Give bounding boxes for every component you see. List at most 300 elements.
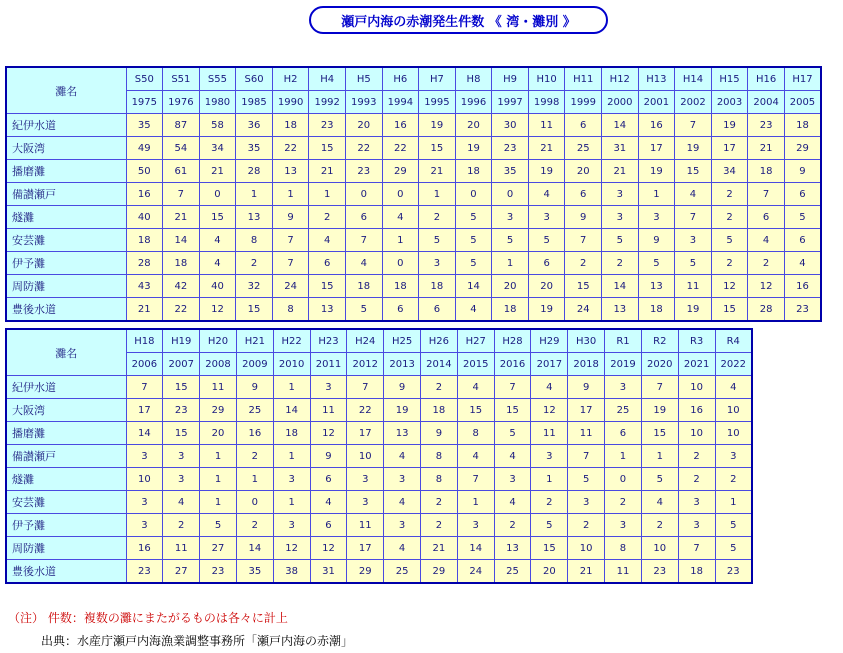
count-cell: 2 (711, 206, 748, 229)
count-cell: 13 (638, 275, 675, 298)
count-cell: 5 (715, 537, 752, 560)
count-cell: 9 (568, 376, 605, 399)
count-cell: 35 (236, 137, 273, 160)
count-cell: 3 (163, 468, 200, 491)
count-cell: 17 (126, 399, 163, 422)
count-cell: 6 (605, 422, 642, 445)
year-header: 2007 (163, 353, 200, 376)
count-cell: 24 (272, 275, 309, 298)
region-name: 備讃瀬戸 (6, 445, 126, 468)
count-cell: 18 (163, 252, 200, 275)
count-cell: 2 (309, 206, 346, 229)
count-cell: 4 (310, 491, 347, 514)
count-cell: 22 (345, 137, 382, 160)
era-header: H6 (382, 67, 419, 91)
count-cell: 3 (715, 445, 752, 468)
count-cell: 21 (309, 160, 346, 183)
region-name: 大阪湾 (6, 399, 126, 422)
count-cell: 19 (711, 114, 748, 137)
count-cell: 15 (309, 275, 346, 298)
count-cell: 4 (748, 229, 785, 252)
count-cell: 25 (494, 560, 531, 584)
region-name: 豊後水道 (6, 560, 126, 584)
count-cell: 10 (126, 468, 163, 491)
count-cell: 13 (309, 298, 346, 322)
count-cell: 11 (675, 275, 712, 298)
count-cell: 2 (421, 514, 458, 537)
count-cell: 29 (200, 399, 237, 422)
era-header: H20 (200, 329, 237, 353)
table-row (6, 229, 821, 252)
count-cell: 23 (309, 114, 346, 137)
year-header: 1985 (236, 91, 273, 114)
count-cell: 4 (457, 445, 494, 468)
year-header: 1994 (382, 91, 419, 114)
count-cell: 27 (163, 560, 200, 584)
era-header: R1 (605, 329, 642, 353)
count-cell: 4 (531, 376, 568, 399)
count-cell: 18 (784, 114, 821, 137)
count-cell: 11 (163, 537, 200, 560)
count-cell: 50 (126, 160, 163, 183)
count-cell: 34 (199, 137, 236, 160)
count-cell: 7 (272, 252, 309, 275)
year-header: 2006 (126, 353, 163, 376)
count-cell: 17 (568, 399, 605, 422)
count-cell: 3 (347, 468, 384, 491)
count-cell: 12 (711, 275, 748, 298)
region-name: 伊予灘 (6, 252, 126, 275)
count-cell: 15 (675, 160, 712, 183)
count-cell: 8 (272, 298, 309, 322)
table-row (6, 491, 752, 514)
count-cell: 16 (678, 399, 715, 422)
year-header: 2011 (310, 353, 347, 376)
year-header: 1975 (126, 91, 163, 114)
year-header: 2005 (784, 91, 821, 114)
count-cell: 7 (494, 376, 531, 399)
count-cell: 24 (565, 298, 602, 322)
count-cell: 29 (347, 560, 384, 584)
era-header: H9 (492, 67, 529, 91)
table-row (6, 422, 752, 445)
count-cell: 18 (272, 114, 309, 137)
count-cell: 2 (748, 252, 785, 275)
era-header: H11 (565, 67, 602, 91)
count-cell: 6 (748, 206, 785, 229)
count-cell: 5 (531, 514, 568, 537)
count-cell: 1 (200, 468, 237, 491)
count-cell: 2 (421, 376, 458, 399)
count-cell: 21 (568, 560, 605, 584)
count-cell: 9 (384, 376, 421, 399)
count-cell: 31 (310, 560, 347, 584)
region-name: 備讃瀬戸 (6, 183, 126, 206)
region-header: 灘名 (6, 67, 126, 114)
count-cell: 31 (602, 137, 639, 160)
count-cell: 6 (565, 183, 602, 206)
table-row (6, 298, 821, 322)
count-cell: 5 (568, 468, 605, 491)
count-cell: 13 (602, 298, 639, 322)
count-cell: 21 (602, 160, 639, 183)
year-header: 2013 (384, 353, 421, 376)
count-cell: 61 (163, 160, 200, 183)
count-cell: 29 (784, 137, 821, 160)
count-cell: 5 (492, 229, 529, 252)
era-header: H27 (457, 329, 494, 353)
count-cell: 1 (492, 252, 529, 275)
count-cell: 1 (272, 183, 309, 206)
count-cell: 6 (528, 252, 565, 275)
count-cell: 18 (638, 298, 675, 322)
count-cell: 19 (384, 399, 421, 422)
count-cell: 3 (310, 376, 347, 399)
count-cell: 8 (457, 422, 494, 445)
count-cell: 2 (421, 491, 458, 514)
count-cell: 1 (200, 491, 237, 514)
count-cell: 17 (347, 422, 384, 445)
region-name: 燧灘 (6, 206, 126, 229)
region-name: 伊予灘 (6, 514, 126, 537)
count-cell: 11 (528, 114, 565, 137)
table-row (6, 376, 752, 399)
count-cell: 2 (678, 445, 715, 468)
count-cell: 22 (382, 137, 419, 160)
era-header: H10 (528, 67, 565, 91)
count-cell: 4 (384, 445, 421, 468)
count-cell: 21 (419, 160, 456, 183)
red-tide-table-2006-2022 (5, 328, 753, 584)
count-cell: 7 (748, 183, 785, 206)
count-cell: 6 (565, 114, 602, 137)
count-cell: 19 (455, 137, 492, 160)
count-cell: 7 (347, 376, 384, 399)
count-cell: 4 (528, 183, 565, 206)
year-header: 2001 (638, 91, 675, 114)
count-cell: 4 (384, 537, 421, 560)
count-cell: 3 (531, 445, 568, 468)
year-header: 2020 (641, 353, 678, 376)
count-cell: 4 (494, 445, 531, 468)
count-cell: 7 (675, 114, 712, 137)
count-cell: 1 (273, 376, 310, 399)
count-cell: 28 (236, 160, 273, 183)
count-cell: 3 (126, 491, 163, 514)
year-header: 1976 (163, 91, 200, 114)
era-header: H4 (309, 67, 346, 91)
count-cell: 3 (347, 491, 384, 514)
count-cell: 28 (126, 252, 163, 275)
count-cell: 6 (310, 514, 347, 537)
count-cell: 5 (638, 252, 675, 275)
count-cell: 18 (126, 229, 163, 252)
count-cell: 1 (236, 183, 273, 206)
count-cell: 14 (126, 422, 163, 445)
year-header: 1999 (565, 91, 602, 114)
count-cell: 3 (273, 514, 310, 537)
count-cell: 27 (200, 537, 237, 560)
count-cell: 2 (565, 252, 602, 275)
count-cell: 16 (638, 114, 675, 137)
count-cell: 21 (528, 137, 565, 160)
count-cell: 7 (457, 468, 494, 491)
count-cell: 6 (784, 183, 821, 206)
count-cell: 4 (784, 252, 821, 275)
count-cell: 4 (455, 298, 492, 322)
year-header: 2009 (236, 353, 273, 376)
count-cell: 18 (419, 275, 456, 298)
count-cell: 4 (199, 252, 236, 275)
count-cell: 20 (345, 114, 382, 137)
count-cell: 18 (345, 275, 382, 298)
count-cell: 32 (236, 275, 273, 298)
year-header: 1992 (309, 91, 346, 114)
count-cell: 15 (641, 422, 678, 445)
count-cell: 49 (126, 137, 163, 160)
count-cell: 22 (347, 399, 384, 422)
count-cell: 4 (715, 376, 752, 399)
table-row (6, 160, 821, 183)
count-cell: 10 (347, 445, 384, 468)
year-header: 1990 (272, 91, 309, 114)
count-cell: 0 (382, 252, 419, 275)
count-cell: 18 (492, 298, 529, 322)
count-cell: 2 (715, 468, 752, 491)
count-cell: 0 (199, 183, 236, 206)
count-cell: 15 (565, 275, 602, 298)
count-cell: 58 (199, 114, 236, 137)
count-cell: 9 (421, 422, 458, 445)
count-cell: 3 (605, 514, 642, 537)
count-cell: 11 (531, 422, 568, 445)
count-cell: 1 (236, 468, 273, 491)
count-cell: 14 (455, 275, 492, 298)
count-cell: 19 (638, 160, 675, 183)
count-cell: 10 (678, 376, 715, 399)
count-cell: 36 (236, 114, 273, 137)
count-cell: 3 (126, 514, 163, 537)
count-cell: 3 (678, 514, 715, 537)
count-cell: 14 (163, 229, 200, 252)
year-header: 2000 (602, 91, 639, 114)
count-cell: 18 (748, 160, 785, 183)
region-name: 周防灘 (6, 275, 126, 298)
count-cell: 10 (568, 537, 605, 560)
region-name: 安芸灘 (6, 491, 126, 514)
count-cell: 0 (455, 183, 492, 206)
count-cell: 1 (309, 183, 346, 206)
source-citation: 出典：水産庁瀬戸内海漁業調整事務所「瀬戸内海の赤潮」 (41, 634, 354, 648)
count-cell: 9 (784, 160, 821, 183)
count-cell: 3 (384, 468, 421, 491)
count-cell: 14 (602, 114, 639, 137)
era-header: R4 (715, 329, 752, 353)
table-row (6, 560, 752, 584)
count-cell: 6 (345, 206, 382, 229)
count-cell: 0 (382, 183, 419, 206)
count-cell: 21 (748, 137, 785, 160)
count-cell: 34 (711, 160, 748, 183)
count-cell: 3 (528, 206, 565, 229)
count-cell: 5 (675, 252, 712, 275)
count-cell: 5 (494, 422, 531, 445)
region-name: 播磨灘 (6, 422, 126, 445)
count-cell: 5 (641, 468, 678, 491)
count-cell: 12 (748, 275, 785, 298)
count-cell: 19 (641, 399, 678, 422)
count-cell: 5 (528, 229, 565, 252)
year-header: 2015 (457, 353, 494, 376)
region-name: 周防灘 (6, 537, 126, 560)
region-name: 豊後水道 (6, 298, 126, 322)
count-cell: 2 (236, 445, 273, 468)
year-header: 2003 (711, 91, 748, 114)
count-cell: 43 (126, 275, 163, 298)
count-cell: 12 (273, 537, 310, 560)
count-cell: 5 (715, 514, 752, 537)
year-header: 1996 (455, 91, 492, 114)
count-cell: 4 (163, 491, 200, 514)
count-cell: 3 (605, 376, 642, 399)
count-cell: 21 (126, 298, 163, 322)
count-cell: 0 (236, 491, 273, 514)
count-cell: 12 (310, 537, 347, 560)
region-name: 紀伊水道 (6, 114, 126, 137)
count-cell: 38 (273, 560, 310, 584)
year-header: 2012 (347, 353, 384, 376)
count-cell: 16 (382, 114, 419, 137)
count-cell: 1 (273, 445, 310, 468)
region-name: 燧灘 (6, 468, 126, 491)
count-cell: 23 (641, 560, 678, 584)
count-cell: 28 (748, 298, 785, 322)
year-header: 2022 (715, 353, 752, 376)
count-cell: 15 (711, 298, 748, 322)
count-cell: 8 (236, 229, 273, 252)
count-cell: 3 (602, 206, 639, 229)
era-header: H22 (273, 329, 310, 353)
count-cell: 3 (273, 468, 310, 491)
count-cell: 19 (675, 298, 712, 322)
year-header: 1995 (419, 91, 456, 114)
count-cell: 14 (602, 275, 639, 298)
count-cell: 16 (126, 537, 163, 560)
count-cell: 5 (602, 229, 639, 252)
count-cell: 1 (457, 491, 494, 514)
era-header: R3 (678, 329, 715, 353)
count-cell: 2 (236, 252, 273, 275)
count-cell: 3 (163, 445, 200, 468)
table-row (6, 399, 752, 422)
count-cell: 15 (236, 298, 273, 322)
era-header: H25 (384, 329, 421, 353)
year-header: 1997 (492, 91, 529, 114)
count-cell: 11 (605, 560, 642, 584)
count-cell: 14 (273, 399, 310, 422)
year-header: 2010 (273, 353, 310, 376)
table-row (6, 514, 752, 537)
count-cell: 30 (492, 114, 529, 137)
count-cell: 25 (236, 399, 273, 422)
region-name: 大阪湾 (6, 137, 126, 160)
count-cell: 19 (419, 114, 456, 137)
region-header: 灘名 (6, 329, 126, 376)
table-row (6, 183, 821, 206)
count-cell: 0 (492, 183, 529, 206)
count-cell: 4 (494, 491, 531, 514)
era-header: H24 (347, 329, 384, 353)
count-cell: 2 (531, 491, 568, 514)
count-cell: 15 (163, 422, 200, 445)
count-cell: 1 (419, 183, 456, 206)
year-header: 2016 (494, 353, 531, 376)
count-cell: 3 (494, 468, 531, 491)
region-name: 播磨灘 (6, 160, 126, 183)
count-cell: 20 (565, 160, 602, 183)
era-header: H18 (126, 329, 163, 353)
count-cell: 3 (492, 206, 529, 229)
count-cell: 9 (565, 206, 602, 229)
count-cell: 2 (711, 252, 748, 275)
count-cell: 1 (200, 445, 237, 468)
count-cell: 16 (784, 275, 821, 298)
count-cell: 19 (675, 137, 712, 160)
year-header: 2014 (421, 353, 458, 376)
count-cell: 25 (565, 137, 602, 160)
count-cell: 23 (784, 298, 821, 322)
count-cell: 8 (421, 468, 458, 491)
era-header: H7 (419, 67, 456, 91)
year-header: 2004 (748, 91, 785, 114)
count-cell: 10 (715, 422, 752, 445)
count-cell: 16 (236, 422, 273, 445)
count-cell: 4 (199, 229, 236, 252)
count-cell: 35 (126, 114, 163, 137)
count-cell: 16 (126, 183, 163, 206)
count-cell: 9 (638, 229, 675, 252)
count-cell: 11 (347, 514, 384, 537)
count-cell: 2 (568, 514, 605, 537)
count-cell: 23 (748, 114, 785, 137)
count-cell: 25 (384, 560, 421, 584)
count-cell: 2 (641, 514, 678, 537)
count-cell: 18 (678, 560, 715, 584)
count-cell: 3 (568, 491, 605, 514)
page-title: 瀬戸内海の赤潮発生件数 《 湾・灘別 》 (309, 6, 608, 34)
count-cell: 9 (272, 206, 309, 229)
count-cell: 17 (638, 137, 675, 160)
count-cell: 3 (384, 514, 421, 537)
era-header: H30 (568, 329, 605, 353)
count-cell: 18 (273, 422, 310, 445)
era-header: S55 (199, 67, 236, 91)
count-cell: 7 (565, 229, 602, 252)
count-cell: 5 (455, 252, 492, 275)
count-cell: 23 (345, 160, 382, 183)
count-cell: 17 (711, 137, 748, 160)
year-header: 2019 (605, 353, 642, 376)
era-header: H29 (531, 329, 568, 353)
count-cell: 19 (528, 298, 565, 322)
count-cell: 13 (272, 160, 309, 183)
count-cell: 13 (384, 422, 421, 445)
count-cell: 23 (715, 560, 752, 584)
count-cell: 1 (605, 445, 642, 468)
count-cell: 4 (309, 229, 346, 252)
count-cell: 17 (347, 537, 384, 560)
count-cell: 19 (528, 160, 565, 183)
